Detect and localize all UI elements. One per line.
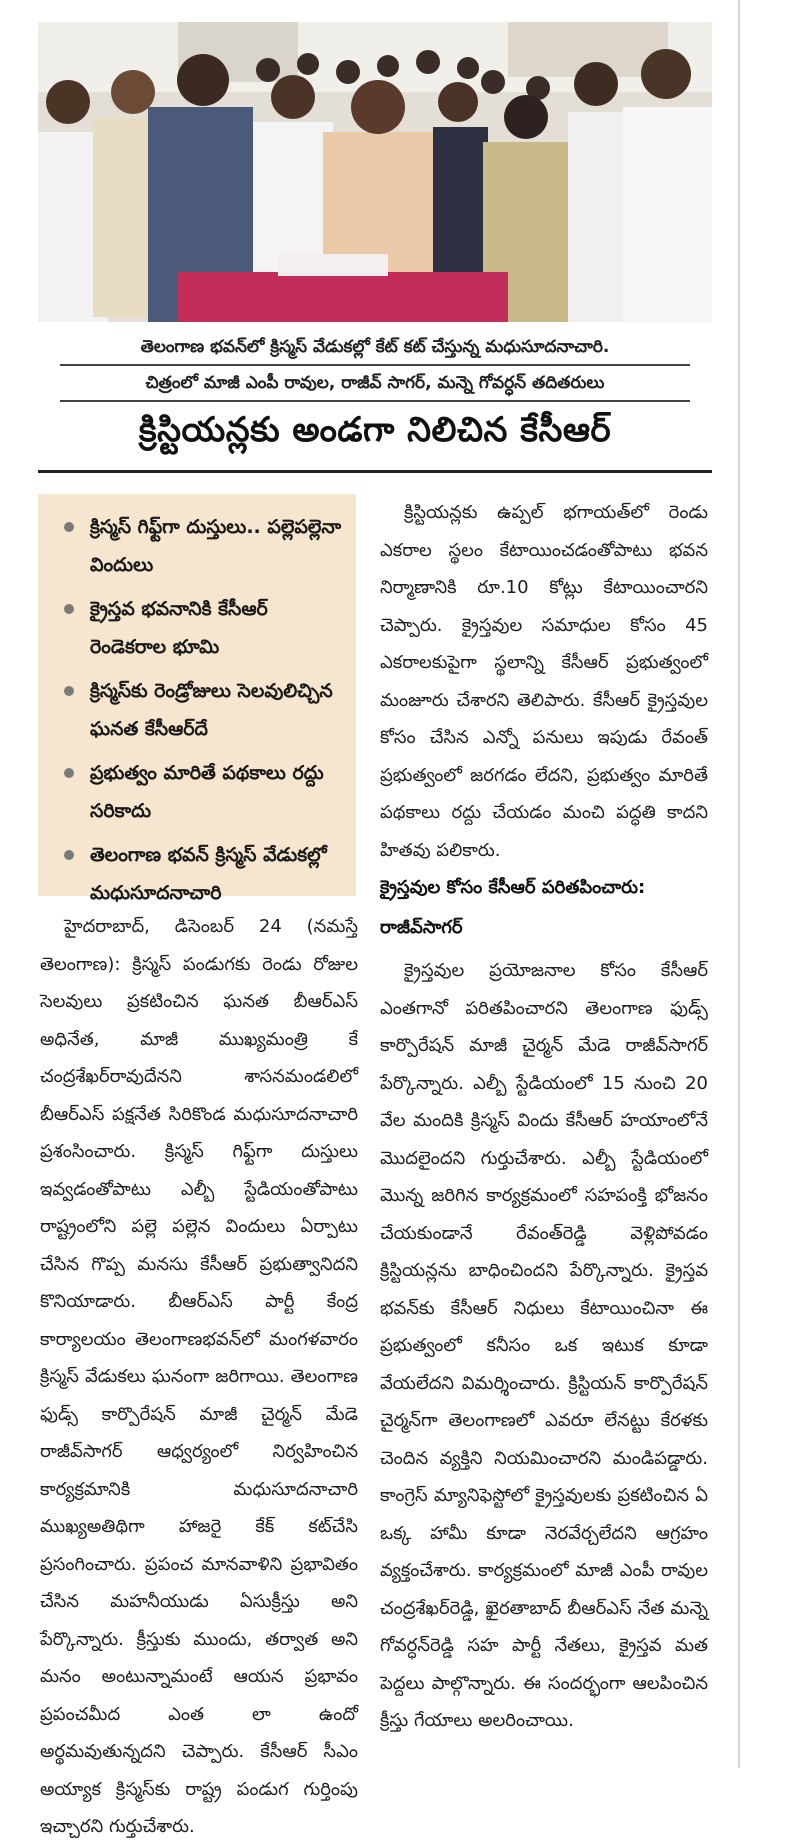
highlight-item	[60, 754, 346, 830]
highlight-text: ప్రభుత్వం మారితే పథకాలు రద్దు సరికాదు	[90, 762, 324, 822]
bullet-icon	[64, 686, 74, 696]
highlight-text: తెలంగాణ భవన్ క్రిస్మస్ వేడుకల్లో మధుసూదనాచారి	[90, 844, 327, 904]
article-body-left	[40, 908, 358, 1846]
body-paragraph: క్రిస్టియన్లకు ఉప్పల్ భగాయత్‌లో రెండు ఎకరాల స్థలం కేటాయించడంతోపాటు భవన నిర్మాణానికి రూ.10 కోట్లు కేటాయించారని చెప్పారు. క్రైస్తవుల సమాధుల కోసం 45 ఎకరాలకుపైగా స్థలాన్ని కేసీఆర్ ప్రభుత్వంలో మంజూరు చేశారని తెలిపారు. కేసీఆర్ క్రైస్తవుల కోసం చేసిన ఎన్నో పనులు ఇపుడు రేవంత్ ప్రభుత్వంలో జరగడం లేదని, ప్రభుత్వం మారితే పథకాలు రద్దు చేయడం మంచి పద్ధతి కాదని హితవు పలికారు.	[380, 502, 708, 861]
photo-caption	[60, 330, 690, 402]
article-body-right-continued	[380, 952, 708, 1740]
bullet-icon	[64, 850, 74, 860]
caption-line-2: చిత్రంలో మాజీ ఎంపీ రావుల, రాజీవ్ సాగర్, మన్నె గోవర్ధన్ తదితరులు	[60, 366, 690, 402]
highlight-item	[60, 672, 346, 748]
news-photo	[38, 22, 712, 322]
highlight-item	[60, 590, 346, 666]
highlight-item	[60, 836, 346, 912]
headline: క్రిస్టియన్లకు అండగా నిలిచిన కేసీఆర్	[138, 410, 612, 450]
christmas-celebration-photo	[38, 22, 712, 322]
highlight-text: క్రిస్మస్‌కు రెండ్రోజులు సెలవులిచ్చిన ఘనత కేసీఆర్‌దే	[90, 680, 333, 740]
highlight-text: క్రిస్మస్ గిఫ్ట్‌గా దుస్తులు.. పల్లెపల్లెనా విందులు	[90, 516, 342, 576]
page-edge	[738, 0, 740, 1768]
caption-line-1: తెలంగాణ భవన్‌లో క్రిస్మస్ వేడుకల్లో కేట్ కట్ చేస్తున్న మధుసూదనాచారి.	[60, 330, 690, 366]
body-paragraph: హైదరాబాద్, డిసెంబర్ 24 (నమస్తే తెలంగాణ): క్రిస్మస్ పండుగకు రెండు రోజుల సెలవులు ప్రకటించిన ఘనత బీఆర్‌ఎస్ అధినేత, మాజీ ముఖ్యమంత్రి కే చంద్రశేఖర్‌రావుదేనని శాసనమండలిలో బీఆర్‌ఎస్ పక్షనేత సిరికొండ మధుసూదనాచారి ప్రశంసించారు. క్రిస్మస్ గిఫ్ట్‌గా దుస్తులు ఇవ్వడంతోపాటు ఎల్బీ స్టేడియంతోపాటు రాష్ట్రంలోని పల్లె పల్లెన విందులు ఏర్పాటు చేసిన గొప్ప మనసు కేసీఆర్ ప్రభుత్వానిదని కొనియాడారు. బీఆర్‌ఎస్ పార్టీ కేంద్ర కార్యాలయం తెలంగాణభవన్‌లో మంగళవారం క్రిస్మస్ వేడుకలు ఘనంగా జరిగాయి. తెలంగాణ ఫుడ్స్ కార్పొరేషన్ మాజీ చైర్మన్ మేడె రాజీవ్‌సాగర్ ఆధ్వర్యంలో నిర్వహించిన కార్యక్రమానికి మధుసూదనాచారి ముఖ్యఅతిథిగా హాజరై కేక్ కట్‌చేసి ప్రసంగించారు. ప్రపంచ మానవాళిని ప్రభావితం చేసిన మహనీయుడు ఏసుక్రీస్తు అని పేర్కొన్నారు. క్రీస్తుకు ముందు, తర్వాత అని మనం అంటున్నామంటే ఆయన ప్రభావం ప్రపంచమీద ఎంత లా ఉందో అర్థమవుతున్నదని చెప్పారు. కేసీఆర్ సీఎం అయ్యాక క్రిస్మస్‌కు రాష్ట్ర పండుగ గుర్తింపు ఇచ్చారని గుర్తుచేశారు.	[40, 916, 358, 1837]
bullet-icon	[64, 604, 74, 614]
highlight-item	[60, 508, 346, 584]
body-paragraph: క్రైస్తవుల ప్రయోజనాల కోసం కేసీఆర్ ఎంతగానో పరితపించారని తెలంగాణ ఫుడ్స్ కార్పొరేషన్ మాజీ చైర్మన్ మేడె రాజీవ్‌సాగర్ పేర్కొన్నారు. ఎల్బీ స్టేడియంలో 15 నుంచి 20 వేల మందికి క్రిస్మస్ విందు కేసీఆర్ హయాంలోనే మొదలైందని గుర్తుచేశారు. ఎల్బీ స్టేడియంలో మొన్న జరిగిన కార్యక్రమంలో సహపంక్తి భోజనం చేయకుండానే రేవంత్‌రెడ్డి వెళ్లిపోవడం క్రిస్టియన్లను బాధించిందని పేర్కొన్నారు. క్రైస్తవ భవన్‌కు కేసీఆర్ నిధులు కేటాయించినా ఈ ప్రభుత్వంలో కనీసం ఒక ఇటుక కూడా వేయలేదని విమర్శించారు. క్రిస్టియన్ కార్పొరేషన్ చైర్మన్‌గా తెలంగాణలో ఎవరూ లేనట్టు కేరళకు చెందిన వ్యక్తిని నియమించారని మండిపడ్డారు. కాంగ్రెస్ మ్యానిఫెస్టోలో క్రైస్తవులకు ప్రకటించిన ఏ ఒక్క హామీ కూడా నెరవేర్చలేదని ఆగ్రహం వ్యక్తంచేశారు. కార్యక్రమంలో మాజీ ఎంపీ రావుల చంద్రశేఖర్‌రెడ్డి, ఖైరతాబాద్ బీఆర్‌ఎస్ నేత మన్నె గోవర్ధన్‌రెడ్డి సహ పార్టీ నేతలు, క్రైస్తవ మత పెద్దలు పాల్గొన్నారు. ఈ సందర్భంగా ఆలపించిన క్రీస్తు గేయాలు అలరించాయి.	[380, 960, 708, 1731]
bullet-icon	[64, 522, 74, 532]
headline-divider	[38, 470, 712, 473]
article-body-right	[380, 494, 708, 869]
highlights-box	[38, 494, 356, 904]
highlight-text: క్రైస్తవ భవనానికి కేసీఆర్ రెండెకరాల భూమి	[90, 598, 268, 658]
bullet-icon	[64, 768, 74, 778]
subheadline: క్రైస్తవుల కోసం కేసీఆర్ పరితపించారు: రాజీవ్‌సాగర్	[380, 877, 646, 938]
